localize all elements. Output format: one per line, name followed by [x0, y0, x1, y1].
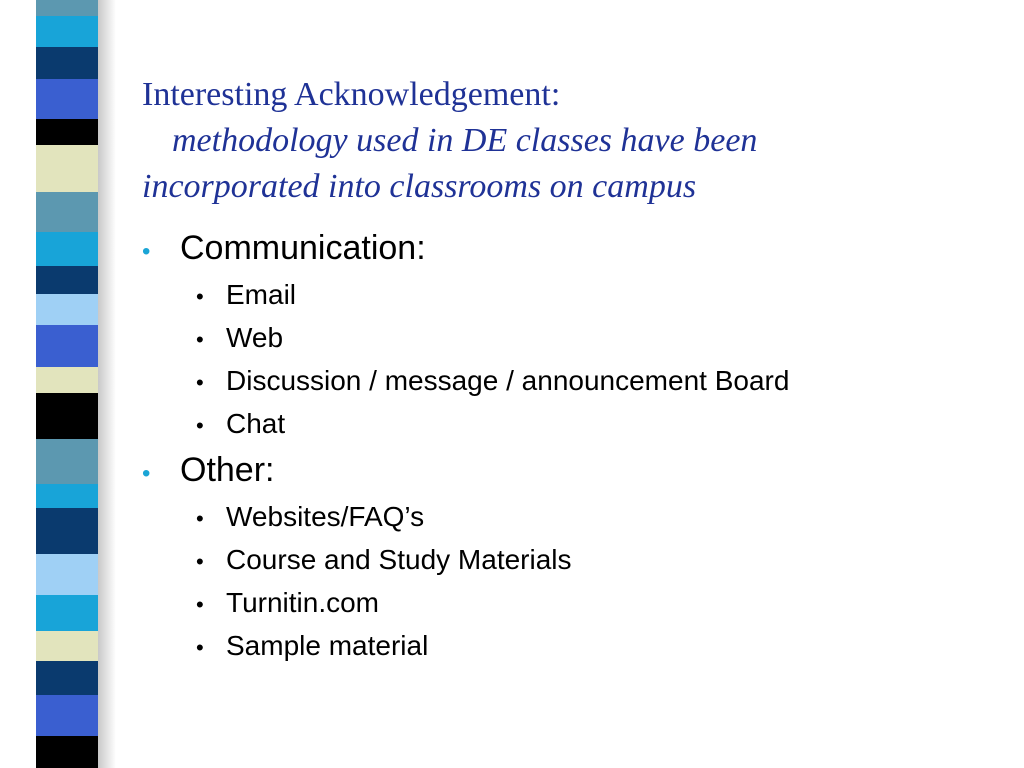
stripe-block [36, 695, 98, 735]
stripe-block [36, 508, 98, 554]
section-heading-label: Communication: [180, 229, 426, 267]
section-heading-label: Other: [180, 451, 275, 489]
list-item-label: Discussion / message / announcement Board [226, 365, 790, 396]
decorative-stripe [36, 0, 98, 768]
list-item-label: Course and Study Materials [226, 544, 572, 575]
bullet-list [142, 222, 982, 668]
stripe-block [36, 145, 98, 191]
stripe-block [36, 393, 98, 439]
stripe-block [36, 325, 98, 367]
stripe-block [36, 0, 98, 16]
bullet-icon: • [196, 327, 204, 352]
bullet-icon: • [196, 549, 204, 574]
list-item [142, 317, 982, 360]
title-line-2: methodology used in DE classes have been [172, 122, 758, 159]
title-line-3: incorporated into classrooms on campus [142, 168, 697, 205]
stripe-block [36, 439, 98, 483]
list-item-label: Sample material [226, 630, 429, 661]
stripe-block [36, 736, 98, 768]
stripe-block [36, 595, 98, 631]
list-item [142, 274, 982, 317]
list-item-label: Turnitin.com [226, 587, 380, 618]
stripe-block [36, 232, 98, 266]
list-item-label: Email [226, 279, 297, 310]
bullet-icon: • [196, 413, 204, 438]
bullet-icon: • [196, 370, 204, 395]
bullet-icon: • [142, 460, 151, 487]
title-line-1: Interesting Acknowledgement: [142, 76, 561, 113]
stripe-block [36, 484, 98, 508]
stripe-block [36, 554, 98, 594]
section-heading-other [142, 448, 982, 496]
stripe-block [36, 16, 98, 46]
list-item [142, 582, 982, 625]
slide-title [142, 72, 982, 210]
stripe-shadow [98, 0, 116, 768]
bullet-icon: • [196, 284, 204, 309]
stripe-block [36, 294, 98, 324]
bullet-icon: • [196, 635, 204, 660]
stripe-block [36, 661, 98, 695]
list-item-label: Chat [226, 408, 286, 439]
stripe-block [36, 119, 98, 145]
list-item [142, 625, 982, 668]
stripe-block [36, 79, 98, 119]
section-heading-communication [142, 226, 982, 274]
bullet-icon: • [196, 592, 204, 617]
bullet-icon: • [142, 238, 151, 265]
list-item [142, 539, 982, 582]
list-item [142, 496, 982, 539]
list-item-label: Web [226, 322, 284, 353]
list-item [142, 360, 982, 403]
list-item-label: Websites/FAQ’s [226, 501, 425, 532]
stripe-block [36, 631, 98, 661]
stripe-block [36, 192, 98, 232]
stripe-block [36, 367, 98, 393]
stripe-block [36, 47, 98, 79]
list-item [142, 403, 982, 446]
bullet-icon: • [196, 506, 204, 531]
stripe-block [36, 266, 98, 294]
